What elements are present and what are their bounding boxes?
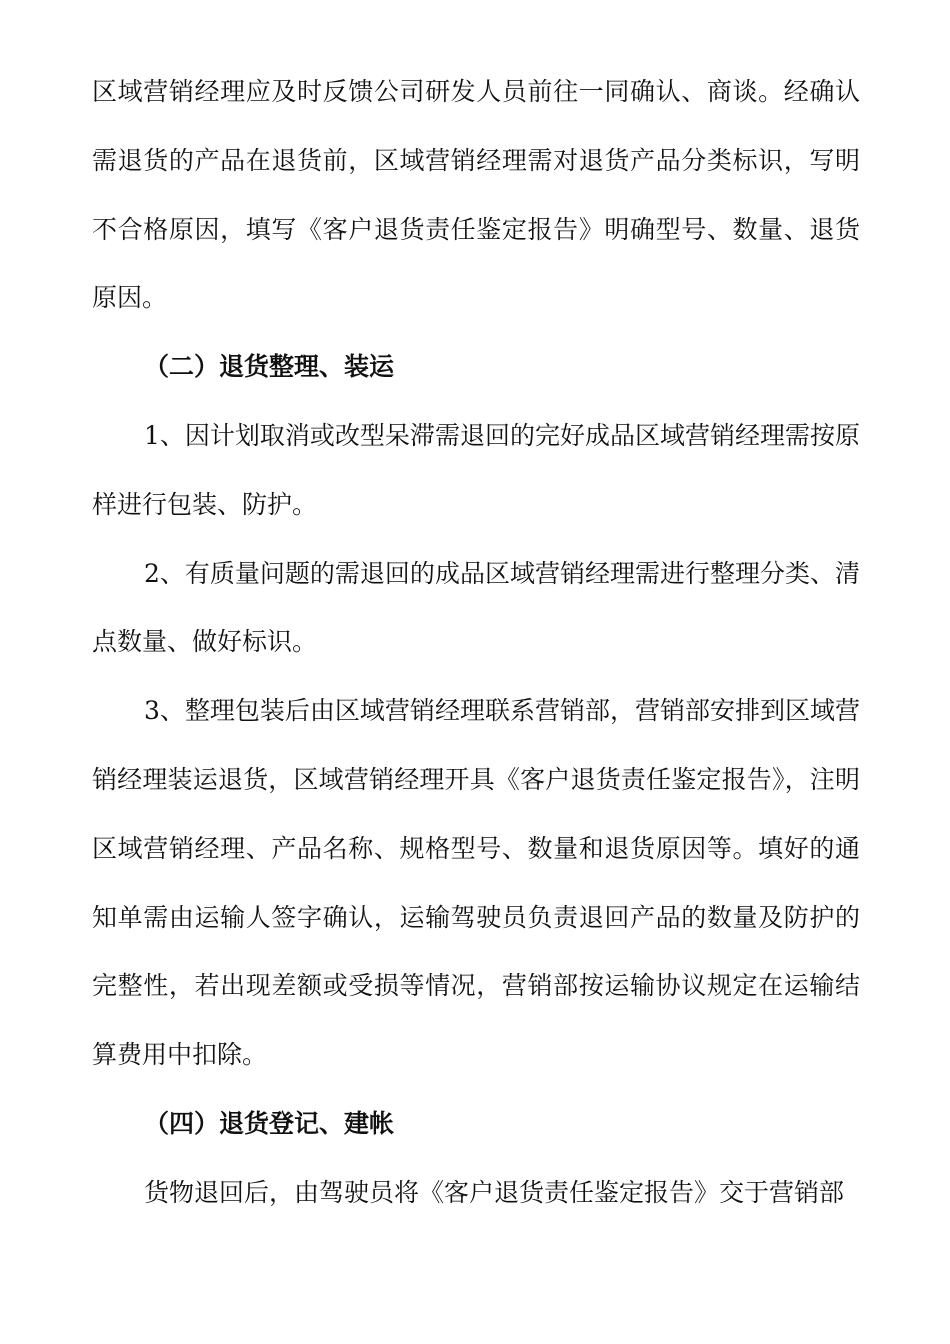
- paragraph-registration: 货物退回后，由驾驶员将《客户退货责任鉴定报告》交于营销部: [144, 1177, 845, 1207]
- paragraph-continuation: 区域营销经理应及时反馈公司研发人员前往一同确认、商谈。经确认需退货的产品在退货前，区域营销经理需对退货产品分类标识，写明不合格原因，填写《客户退货责任鉴定报告》明确型号、数量、退货原因。: [92, 77, 860, 313]
- paragraph-item-3: 3、整理包装后由区域营销经理联系营销部，营销部安排到区域营销经理装运退货，区域营销经理开具《客户退货责任鉴定报告》，注明区域营销经理、产品名称、规格型号、数量和退货原因等。填好的通知单需由运输人签字确认，运输驾驶员负责退回产品的数量及防护的完整性，若出现差额或受损等情况，营销部按运输协议规定在运输结算费用中扣除。: [92, 696, 860, 1070]
- document-body: [92, 58, 860, 1228]
- section-heading-return-registration: （四）退货登记、建帐: [144, 1108, 395, 1138]
- section-heading-return-sorting: （二）退货整理、装运: [144, 352, 395, 382]
- paragraph-item-1: 1、因计划取消或改型呆滞需退回的完好成品区域营销经理需按原样进行包装、防护。: [92, 420, 860, 519]
- paragraph-item-2: 2、有质量问题的需退回的成品区域营销经理需进行整理分类、清点数量、做好标识。: [92, 558, 860, 657]
